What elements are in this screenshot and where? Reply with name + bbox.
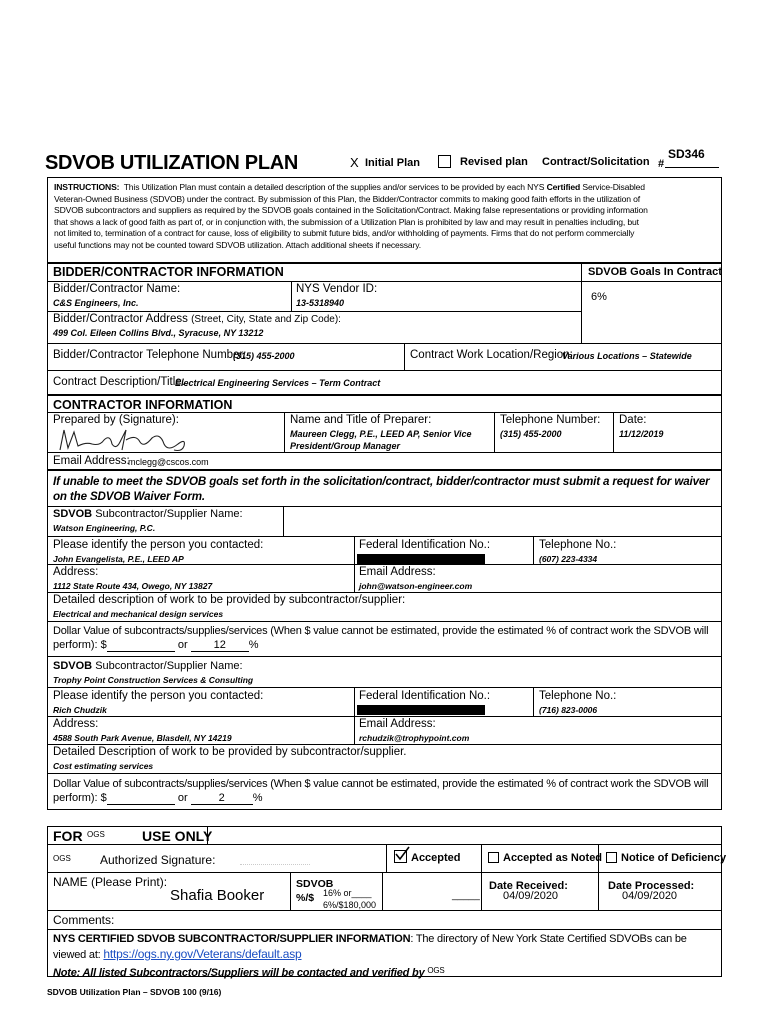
date-label: Date: <box>619 414 647 426</box>
sub2-percent-value[interactable]: 2 <box>191 792 253 805</box>
initial-plan-label: Initial Plan <box>365 157 421 169</box>
contract-number[interactable]: SD346 <box>668 147 705 161</box>
email-label: Email Address: <box>53 455 130 467</box>
date-processed-label: Date Processed: <box>608 880 695 892</box>
office-use-for: FOR <box>53 828 83 844</box>
sub1-work-value[interactable]: Electrical and mechanical design services <box>53 609 224 619</box>
sub1-fein-redacted <box>357 554 485 564</box>
sub2-contact-label: Please identify the person you contacted: <box>53 690 264 702</box>
contract-description-label: Contract Description/Title: <box>53 376 185 388</box>
bidder-name-value[interactable]: C&S Engineers, Inc. <box>53 298 139 308</box>
page-title: SDVOB UTILIZATION PLAN <box>45 152 299 174</box>
sub1-dollar-line2: perform): $ or 12 % <box>53 639 259 651</box>
date-received-label: Date Received: <box>489 880 568 892</box>
sdvob-goal-value[interactable]: 6% <box>591 291 607 303</box>
vendor-id-value[interactable]: 13-5318940 <box>296 298 345 308</box>
hash-sign: # <box>658 158 665 170</box>
sdvob-goals-title: SDVOB Goals In Contract <box>588 266 722 278</box>
sub1-contact-label: Please identify the person you contacted: <box>53 539 264 551</box>
instructions-lead: INSTRUCTIONS: <box>54 182 120 192</box>
sub2-phone-value[interactable]: (716) 823-0006 <box>539 705 598 715</box>
form-identifier: SDVOB Utilization Plan – SDVOB 100 (9/16) <box>47 987 222 997</box>
instructions-text: INSTRUCTIONS: This Utilization Plan must contain a detailed description of the supplies and/or services to be provided by each NYS Certified Service-Disabled Veteran-Owned Business (SDVOB) under the contract. By submission of this Plan, the Bidder/Contractor commits to making good faith efforts in the utilization of SDVOB subcontractors and suppliers as required by the SDVOB goals contained in the Solicitation/Contract. Making false representations or providing information that shows a lack of good faith as part of, or in conjunction with, the submission of a Utilization Plan is prohibited by law and may result in penalties including, but not limited to, termination of a contract for cause, loss of eligibility to submit future bids, and/or withholding of payments. Firms that do not perform commercially useful functions may not be counted toward SDVOB utilization. Attach additional sheets if necessary. <box>54 182 648 250</box>
authorized-signature[interactable] <box>240 850 310 865</box>
directory-info: NYS CERTIFIED SDVOB SUBCONTRACTOR/SUPPLIER INFORMATION: The directory of New York State Certified SDVOBs can be viewed at: https://ogs.ny.gov/Veterans/default.asp Note: All listed Subcontractors/Suppliers will be contacted and verified by $^{OGS}$ <box>53 933 687 979</box>
contractor-section-title: CONTRACTOR INFORMATION <box>53 398 233 412</box>
sub1-name-value[interactable]: Watson Engineering, P.C. <box>53 523 156 533</box>
directory-link[interactable]: https://ogs.ny.gov/Veterans/default.asp <box>103 947 302 961</box>
ogs-side-label: OGS <box>53 854 71 863</box>
bidder-name-label: Bidder/Contractor Name: <box>53 283 181 295</box>
sub1-address-label: Address: <box>53 566 99 578</box>
accepted-checkbox[interactable] <box>394 850 407 863</box>
initial-plan-mark[interactable]: X <box>350 155 359 170</box>
blank-line: _____ <box>452 890 480 901</box>
sub2-contact-value[interactable]: Rich Chudzik <box>53 705 107 715</box>
preparer-name-label: Name and Title of Preparer: <box>290 414 432 426</box>
sub2-fein-label: Federal Identification No.: <box>359 690 491 702</box>
preparer-name-line1[interactable]: Maureen Clegg, P.E., LEED AP, Senior Vice <box>290 429 472 439</box>
vendor-id-label: NYS Vendor ID: <box>296 283 378 295</box>
bidder-phone-value[interactable]: (315) 455-2000 <box>233 351 295 361</box>
sub2-name-value[interactable]: Trophy Point Construction Services & Consulting <box>53 675 254 685</box>
sub1-email-value[interactable]: john@watson-engineer.com <box>359 581 473 591</box>
date-processed-value[interactable]: 04/09/2020 <box>622 890 678 902</box>
office-use-ogs: OGS <box>87 830 105 839</box>
sub1-phone-label: Telephone No.: <box>539 539 617 551</box>
accepted-noted-option[interactable]: Accepted as Noted <box>488 852 602 864</box>
sub2-address-label: Address: <box>53 718 99 730</box>
sub1-dollar-line1: Dollar Value of subcontracts/supplies/services (When $ value cannot be estimated, provide the estimated % of contract work the SDVOB will <box>53 625 709 637</box>
date-received-value[interactable]: 04/09/2020 <box>503 890 559 902</box>
authorized-signature-label: Authorized Signature: <box>100 853 216 867</box>
print-name-value[interactable]: Shafia Booker <box>170 887 265 904</box>
sub1-work-label: Detailed description of work to be provided by subcontractor/supplier: <box>53 594 406 606</box>
sub1-address-value[interactable]: 1112 State Route 434, Owego, NY 13827 <box>53 581 213 591</box>
print-name-label: NAME (Please Print): <box>53 875 168 889</box>
accepted-noted-checkbox[interactable] <box>488 852 499 863</box>
sub1-name-label: SDVOB Subcontractor/Supplier Name: <box>53 508 243 520</box>
sub1-contact-value[interactable]: John Evangelista, P.E., LEED AP <box>53 554 184 564</box>
waiver-note: If unable to meet the SDVOB goals set forth in the solicitation/contract, bidder/contractor must submit a request for waiver on the SDVOB Waiver Form. <box>53 475 710 503</box>
sdvob-pct-label2: %/$ <box>296 892 315 904</box>
sub2-address-value[interactable]: 4588 South Park Avenue, Blasdell, NY 14219 <box>53 733 232 743</box>
work-location-label: Contract Work Location/Region: <box>410 349 573 361</box>
date-value[interactable]: 11/12/2019 <box>619 429 664 439</box>
bidder-phone-label: Bidder/Contractor Telephone Number: <box>53 349 247 361</box>
bidder-address-label: Bidder/Contractor Address (Street, City, State and Zip Code): <box>53 313 341 325</box>
preparer-phone-value[interactable]: (315) 455-2000 <box>500 429 562 439</box>
comments-label: Comments: <box>53 913 115 927</box>
sub2-name-label: SDVOB Subcontractor/Supplier Name: <box>53 660 243 672</box>
sub2-work-value[interactable]: Cost estimating services <box>53 761 154 771</box>
prepared-by-label: Prepared by (Signature): <box>53 414 179 426</box>
revised-plan-checkbox[interactable] <box>438 155 451 168</box>
sub1-percent-value[interactable]: 12 <box>191 639 249 652</box>
preparer-name-line2[interactable]: President/Group Manager <box>290 441 401 451</box>
bidder-address-value[interactable]: 499 Col. Eileen Collins Blvd., Syracuse, NY 13212 <box>53 328 264 338</box>
revised-plan-label: Revised plan <box>460 156 528 168</box>
sub1-fein-label: Federal Identification No.: <box>359 539 491 551</box>
preparer-phone-label: Telephone Number: <box>500 414 601 426</box>
sub2-phone-label: Telephone No.: <box>539 690 617 702</box>
deficiency-option[interactable]: Notice of Deficiency <box>606 852 726 864</box>
sub2-dollar-line1: Dollar Value of subcontracts/supplies/services (When $ value cannot be estimated, provide the estimated % of contract work the SDVOB will <box>53 778 709 790</box>
sub2-work-label: Detailed Description of work to be provided by subcontractor/supplier. <box>53 746 407 758</box>
bidder-section-title: BIDDER/CONTRACTOR INFORMATION <box>53 265 284 279</box>
contract-description-value[interactable]: Electrical Engineering Services – Term Contract <box>175 378 381 388</box>
sdvob-pct-label1: SDVOB <box>296 878 334 890</box>
office-use-only: USE ONLY <box>142 828 213 844</box>
sdvob-pct-value1[interactable]: 16% or____ <box>323 888 372 898</box>
contract-number-line <box>665 167 719 168</box>
contract-solicitation-label: Contract/Solicitation <box>542 156 650 168</box>
deficiency-checkbox[interactable] <box>606 852 617 863</box>
sub2-dollar-line2: perform): $ or 2 % <box>53 792 263 804</box>
sub2-email-value[interactable]: rchudzik@trophypoint.com <box>359 733 470 743</box>
accepted-option[interactable]: Accepted <box>394 850 461 864</box>
sub1-phone-value[interactable]: (607) 223-4334 <box>539 554 598 564</box>
sdvob-pct-value2[interactable]: 6%/$180,000 <box>323 900 377 910</box>
email-value[interactable]: mclegg@cscos.com <box>128 457 209 467</box>
sub1-email-label: Email Address: <box>359 566 436 578</box>
check-icon <box>394 846 410 862</box>
sub1-dollar-value[interactable] <box>107 639 175 652</box>
preparer-signature[interactable] <box>56 424 206 454</box>
sub2-dollar-value[interactable] <box>107 792 175 805</box>
work-location-value[interactable]: Various Locations – Statewide <box>562 351 692 361</box>
sub2-fein-redacted <box>357 705 485 715</box>
sub2-email-label: Email Address: <box>359 718 436 730</box>
